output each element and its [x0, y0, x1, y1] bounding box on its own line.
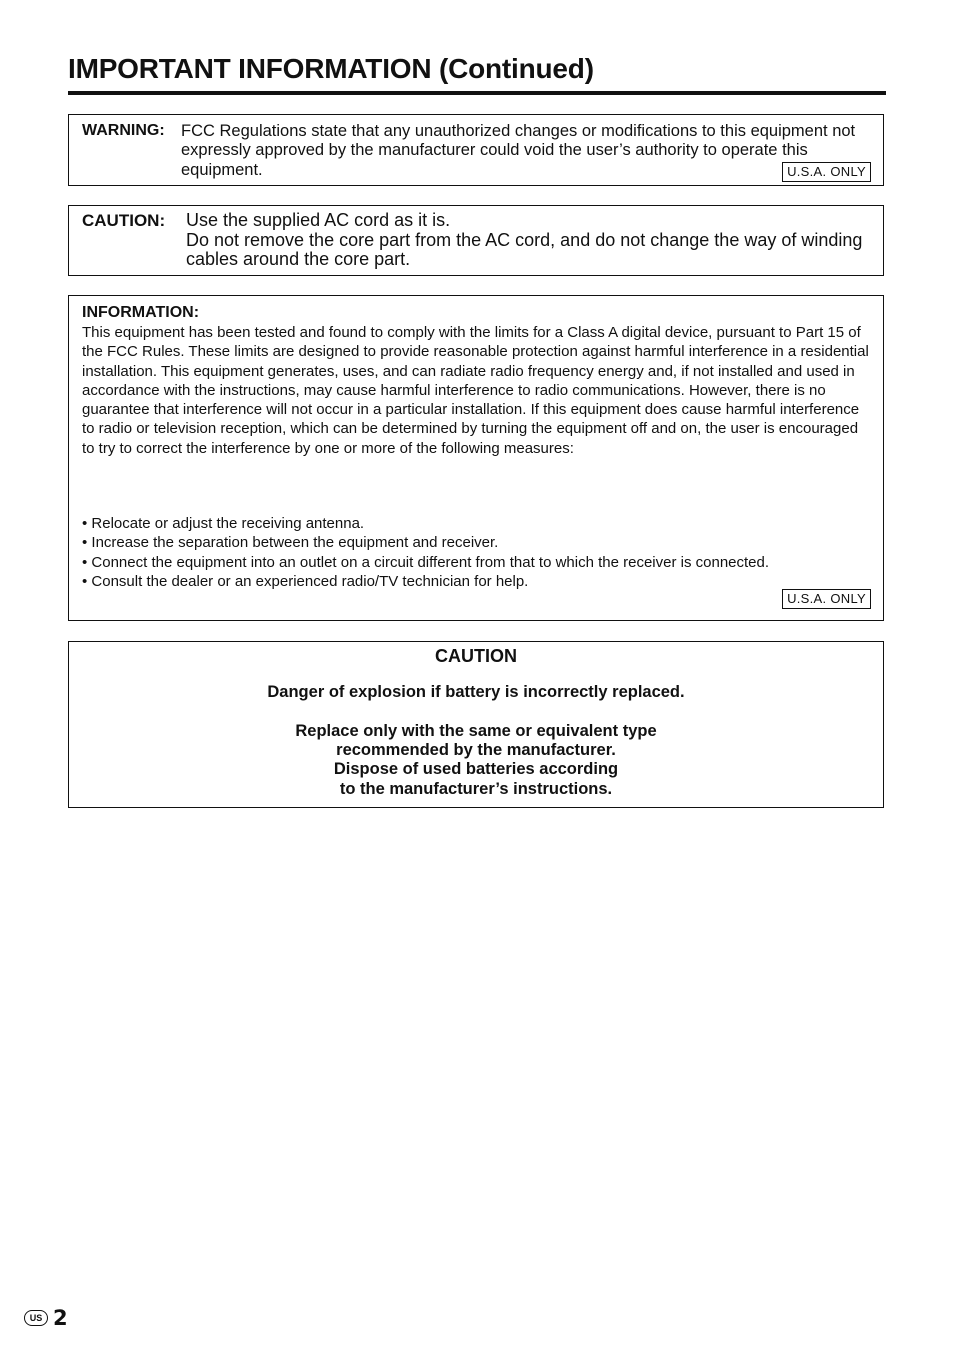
- caution-box: [68, 205, 884, 276]
- page-title: IMPORTANT INFORMATION (Continued): [68, 53, 594, 84]
- list-item: • Connect the equipment into an outlet on a circuit different from that to which the receiver is connected.: [82, 553, 770, 571]
- usa-only-tag: U.S.A. ONLY: [782, 162, 871, 182]
- list-item: • Relocate or adjust the receiving antenna.: [82, 515, 365, 532]
- caution-line: Do not remove the core part from the AC cord, and do not change the way of winding cables around the core part.: [186, 229, 863, 270]
- title-rule: [68, 91, 886, 95]
- warning-box: [68, 114, 884, 186]
- measures-list: [82, 514, 874, 592]
- battery-line: recommended by the manufacturer.: [336, 741, 616, 760]
- information-box: [68, 295, 884, 621]
- list-item: • Consult the dealer or an experienced radio/TV technician for help.: [82, 573, 529, 591]
- list-item: • Increase the separation between the equipment and receiver.: [82, 534, 499, 552]
- caution-line: Use the supplied AC cord as it is.: [186, 210, 451, 230]
- battery-line: Dispose of used batteries according: [333, 760, 619, 779]
- battery-line: to the manufacturer’s instructions.: [339, 779, 613, 798]
- page-number: 2: [53, 1306, 68, 1330]
- region-badge: US: [24, 1310, 48, 1326]
- caution-text: [186, 211, 876, 270]
- battery-caution-box: [68, 641, 884, 808]
- information-text: This equipment has been tested and found to comply with the limits for a Class A digital device, pursuant to Part 15 of the FCC Rules. These limits are designed to provide reasonable protection against harmful interference in a residential installation. This equipment generates, uses, and can radiate radio frequency energy and, if not installed and used in accordance with the instructions, may cause harmful interference to radio communications. However, there is no guarantee that interference will not occur in a particular installation. If this equipment does cause harmful interference to radio or television reception, which can be determined by turning the equipment off and on, the user is encouraged to try to correct the interference by one or more of the following measures:: [82, 324, 869, 457]
- information-label: INFORMATION:: [82, 304, 200, 321]
- warning-label: WARNING:: [82, 122, 165, 139]
- page-footer: [24, 1306, 68, 1330]
- battery-caution-heading: CAUTION: [435, 646, 517, 666]
- usa-only-tag: U.S.A. ONLY: [782, 589, 871, 609]
- warning-text: FCC Regulations state that any unauthorized changes or modifications to this equipment not expressly approved by the manufacturer could void the user’s authority to operate this equipment.: [181, 122, 856, 179]
- battery-instructions: [69, 722, 883, 799]
- battery-danger-text: Danger of explosion if battery is incorrectly replaced.: [267, 683, 685, 701]
- battery-line: Replace only with the same or equivalent type: [295, 722, 657, 740]
- caution-label: CAUTION:: [82, 211, 166, 230]
